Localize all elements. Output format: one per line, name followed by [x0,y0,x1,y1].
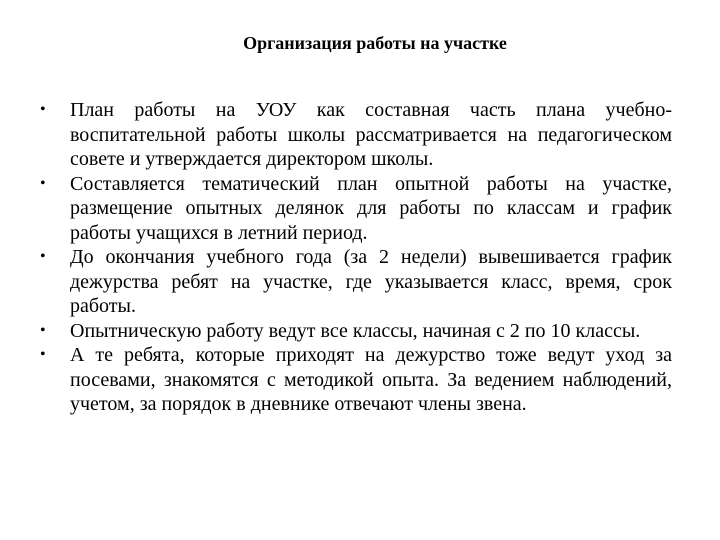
bullet-list [40,98,672,417]
bullet-item-1 [40,98,672,172]
bullet-item-5 [40,343,672,417]
bullet-icon: • [40,101,46,118]
bullet-icon: • [40,346,46,363]
bullet-text-4: Опытническую работу ведут все классы, начиная с 2 по 10 классы. [70,319,641,342]
slide-title: Организация работы на участке [243,33,507,53]
bullet-icon: • [40,248,46,265]
bullet-item-4 [40,319,672,344]
bullet-icon: • [40,174,46,192]
bullet-item-3 [40,245,672,319]
bullet-text-5: А те ребята, которые приходят на дежурство тоже ведут уход за посевами, знакомятся с методикой опыта. За ведением наблюдений, учетом, за порядок в дневнике отвечают члены звена. [70,344,672,415]
bullet-item-2 [40,172,672,246]
bullet-icon: • [40,321,46,339]
bullet-text-2: Составляется тематический план опытной работы на участке, размещение опытных делянок для работы по классам и график работы учащихся в летний период. [70,172,672,244]
bullet-text-1: План работы на УОУ как составная часть плана учебно-воспитательной работы школы рассматривается на педагогическом совете и утверждается директором школы. [70,99,672,170]
bullet-text-3: До окончания учебного года (за 2 недели) вывешивается график дежурства ребят на участке, где указывается класс, время, срок работы. [70,246,672,317]
